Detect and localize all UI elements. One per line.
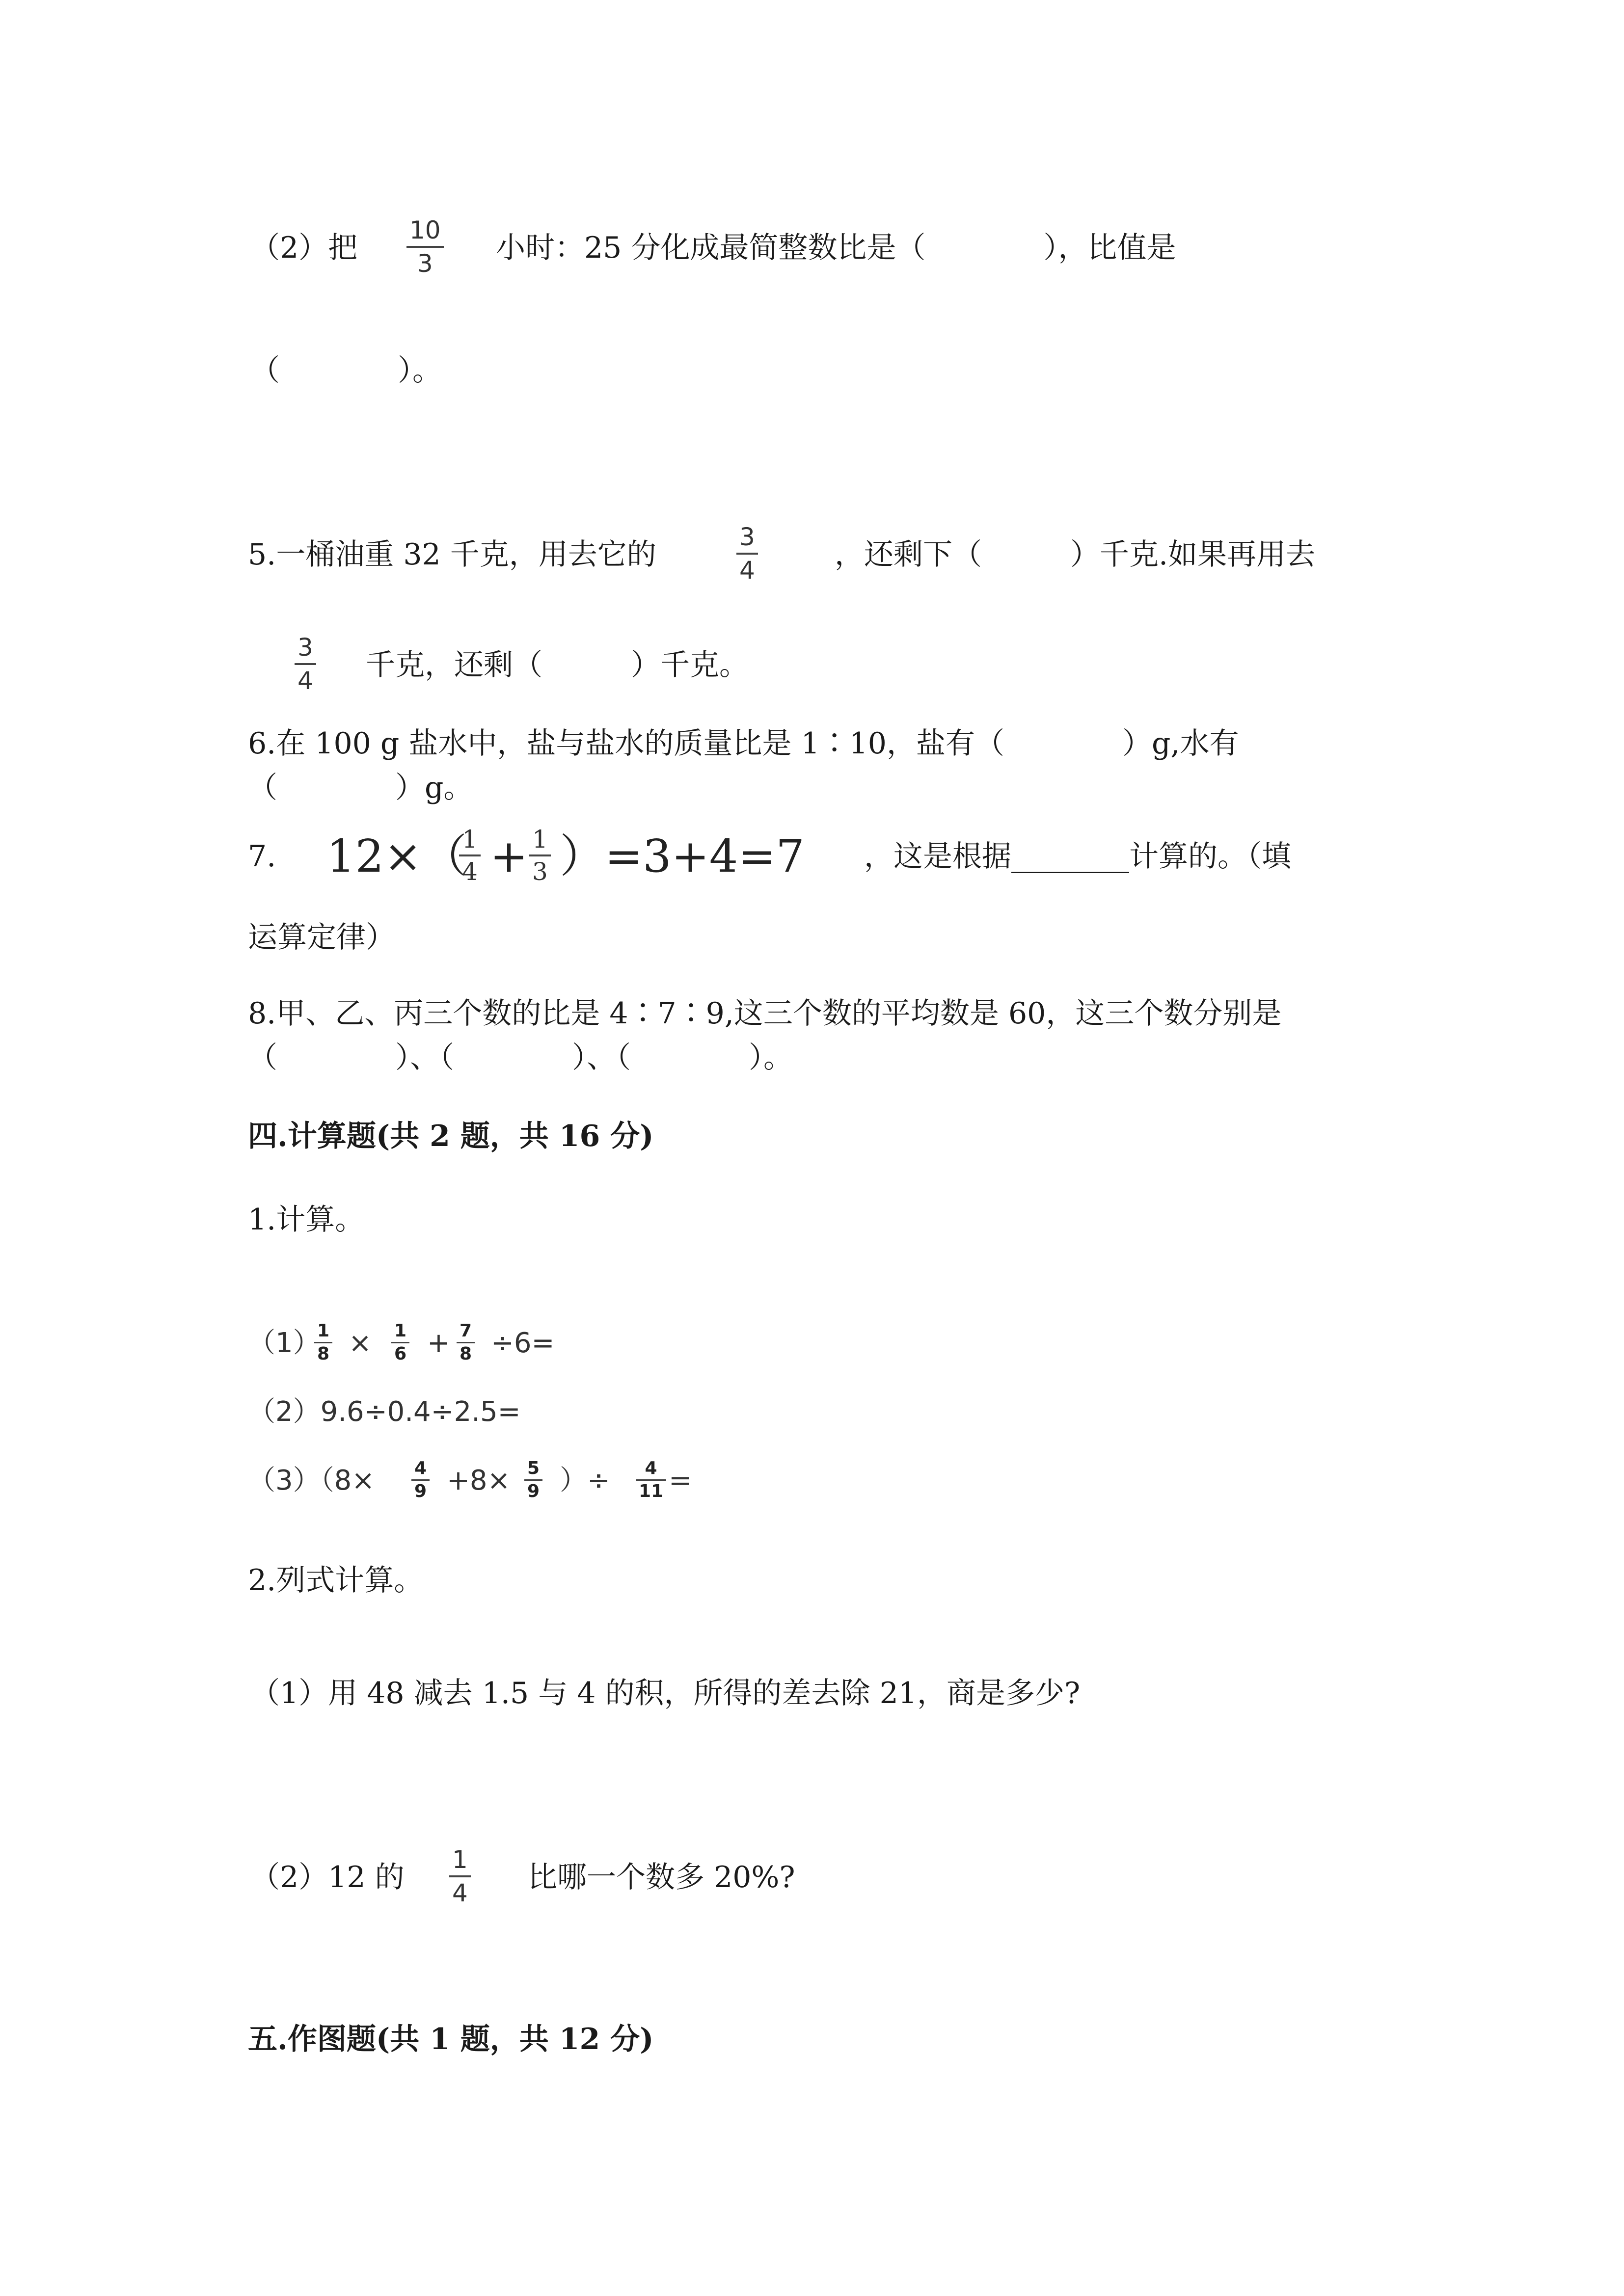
q7-eq-left: 12×（ (326, 830, 467, 882)
q7-line2-text: 运算定律） (248, 920, 395, 955)
c1-p1-label-text: （1） (248, 1327, 321, 1359)
q7-plus-sign: + (490, 830, 528, 882)
q7-eq-right: ）=3+4=7 (560, 830, 805, 882)
c2-p2-prefix (250, 1855, 405, 1899)
c1-p1-op1 (349, 1326, 372, 1361)
fraction-denominator: 4 (298, 667, 313, 695)
q7-fraction-2 (529, 826, 551, 885)
fraction-bar (636, 1479, 666, 1481)
q4-2-blank: （ ）。 (250, 353, 442, 388)
q6-blank: （ ）g。 (248, 771, 473, 805)
q7-line2 (248, 915, 395, 960)
c1-p3-close (560, 1464, 610, 1498)
c2-p1-text: （1）用 48 减去 1.5 与 4 的积，所得的差去除 21，商是多少? (250, 1676, 1081, 1710)
q8-blanks: （ ）、（ ）、（ ）。 (248, 1041, 793, 1075)
q5-prefix: 5.一桶油重 32 千克，用去它的 (248, 537, 656, 572)
fraction-bar (736, 553, 758, 555)
q8-text: 8.甲、乙、丙三个数的比是 4∶7∶9,这三个数的平均数是 60，这三个数分别是 (248, 996, 1282, 1031)
c1-p1-op2 (427, 1326, 450, 1361)
fraction-denominator: 8 (317, 1344, 330, 1364)
fraction-bar (529, 854, 551, 856)
q4-2-line1-rest (496, 226, 1176, 270)
fraction-numerator: 10 (409, 216, 441, 244)
c2-p2-fraction (449, 1845, 471, 1907)
q5-line1-prefix (248, 533, 656, 577)
q4-2-prefix: （2）把 (250, 231, 358, 265)
q8-line1 (248, 991, 1281, 1036)
c1-p2-text: （2）9.6÷0.4÷2.5= (248, 1396, 521, 1428)
fraction-bar (406, 246, 444, 248)
c1-p1-fraction-2 (391, 1321, 409, 1364)
q8-line2 (248, 1036, 793, 1080)
q5-line1-rest (835, 533, 1315, 577)
c1-p3-mid-text: +8× (447, 1465, 511, 1496)
fraction-numerator: 1 (317, 1321, 330, 1341)
q5-end: 千克，还剩（ ）千克。 (366, 648, 749, 682)
fraction-numerator: 4 (645, 1458, 657, 1478)
fraction-numerator: 7 (460, 1321, 472, 1341)
fraction-bar (295, 663, 316, 665)
q7-equation-right (560, 829, 805, 883)
c2-p1 (250, 1671, 1080, 1715)
fraction-denominator: 4 (739, 556, 755, 585)
q4-2-rest: 小时：25 分化成最简整数比是（ ），比值是 (496, 231, 1176, 265)
fraction-denominator: 4 (462, 857, 478, 886)
q6-line1 (248, 721, 1239, 766)
c1-p1-fraction-3 (457, 1321, 475, 1364)
c2-p2-rest-text: 比哪一个数多 20%? (528, 1860, 795, 1895)
fraction-denominator: 11 (639, 1481, 664, 1501)
fraction-denominator: 3 (532, 857, 548, 886)
fraction-denominator: 9 (527, 1481, 540, 1501)
fraction-bar (391, 1342, 409, 1343)
fraction-bar (524, 1479, 542, 1481)
c1-p1-fraction-1 (314, 1321, 332, 1364)
q5-fraction-1 (736, 523, 758, 585)
c1-p1-tail-text: ÷6= (491, 1327, 555, 1359)
q7-num: 7. (248, 839, 276, 874)
fraction-denominator: 3 (417, 249, 433, 278)
q5-mid: ，还剩下（ ）千克.如果再用去 (835, 537, 1316, 572)
c1-p3-label (248, 1464, 375, 1498)
q5-fraction-2 (295, 633, 316, 695)
fraction-bar (411, 1479, 430, 1481)
c1-p3-fraction-1 (411, 1459, 430, 1501)
c1-p1-tail (491, 1326, 554, 1361)
c1-p3-mid (447, 1464, 510, 1498)
fraction-denominator: 9 (414, 1481, 427, 1501)
plus-sign: + (427, 1327, 450, 1359)
q7-number (248, 834, 276, 879)
c1-title (248, 1198, 364, 1242)
q7-plus (490, 829, 528, 883)
q7-line1-rest (864, 834, 1291, 879)
c1-p3-close-text: ）÷ (560, 1465, 610, 1496)
fraction-numerator: 4 (414, 1458, 427, 1478)
q6-line2 (248, 766, 473, 810)
section-5-title: 五.作图题(共 1 题，共 12 分) (248, 2022, 654, 2056)
fraction-denominator: 8 (460, 1344, 472, 1364)
fraction-denominator: 4 (452, 1879, 468, 1907)
c2-p2-prefix-text: （2）12 的 (250, 1860, 405, 1895)
q4-2-line2 (250, 348, 442, 393)
c1-title-text: 1.计算。 (248, 1202, 365, 1237)
fraction-denominator: 6 (394, 1344, 407, 1364)
q7-equation-left (326, 829, 467, 883)
q4-2-fraction (406, 216, 444, 278)
q5-line2 (366, 643, 749, 687)
c2-p2-rest (528, 1855, 795, 1899)
fraction-numerator: 1 (452, 1845, 468, 1874)
c2-title-text: 2.列式计算。 (248, 1563, 424, 1598)
c1-p3-fraction-2 (524, 1459, 542, 1501)
fraction-bar (449, 1875, 471, 1877)
q7-fraction-1 (459, 826, 481, 885)
c1-p3-tail (669, 1464, 692, 1498)
c1-p3-fraction-3 (636, 1459, 666, 1501)
fraction-bar (459, 854, 481, 856)
fraction-numerator: 3 (739, 523, 755, 551)
fraction-bar (457, 1342, 475, 1343)
fraction-numerator: 1 (394, 1321, 407, 1341)
fraction-numerator: 3 (298, 633, 313, 662)
equals-sign: = (669, 1465, 692, 1496)
c1-p3-label-text: （3）（8× (248, 1465, 375, 1496)
q4-2-line1 (250, 226, 357, 270)
fraction-numerator: 1 (462, 825, 478, 854)
c2-title (248, 1558, 423, 1602)
fraction-bar (314, 1342, 332, 1343)
section-4-heading (248, 1114, 653, 1158)
section-4-title: 四.计算题(共 2 题，共 16 分) (248, 1119, 654, 1153)
times-sign: × (349, 1327, 372, 1359)
section-5-heading (248, 2017, 653, 2061)
c1-p1-label (248, 1326, 321, 1361)
q6-text: 6.在 100 g 盐水中，盐与盐水的质量比是 1∶10，盐有（ ）g,水有 (248, 726, 1239, 761)
fraction-numerator: 1 (532, 825, 548, 854)
q7-rest: ，这是根据________计算的。（填 (864, 839, 1291, 874)
c1-p2 (248, 1395, 521, 1429)
fraction-numerator: 5 (527, 1458, 540, 1478)
